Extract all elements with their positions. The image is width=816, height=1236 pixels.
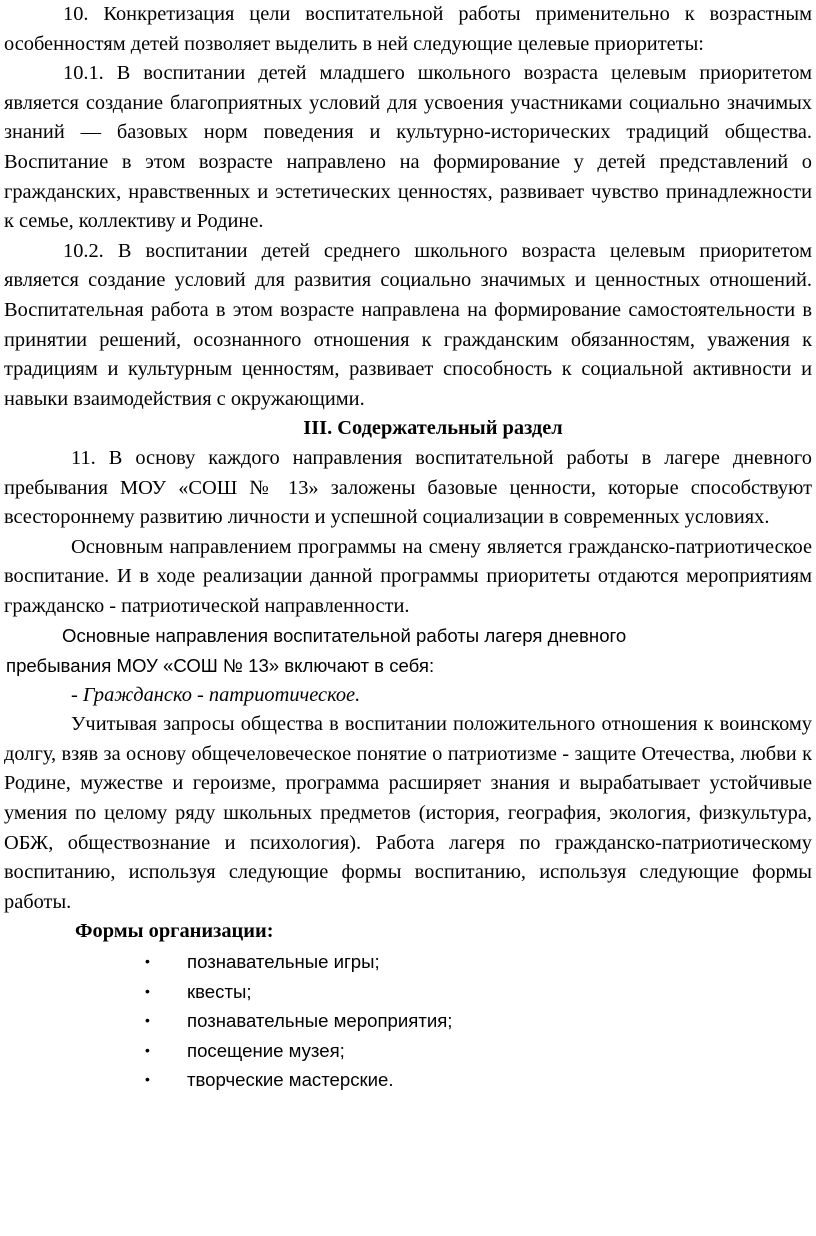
directions-line-2: пребывания МОУ «СОШ № 13» включают в себя: (6, 655, 435, 677)
direction-civic-patriotic: - Гражданско - патриотическое. (71, 683, 361, 706)
list-item: • посещение музея; (4, 1036, 812, 1066)
paragraph-main-direction: Основным направлением программы на смену является гражданско-патриотическое воспитание. И в ходе реализации данной программы приоритеты отдаются мероприятиям гражданско - патриотической направленности. (4, 535, 812, 617)
list-item: • познавательные игры; (4, 947, 812, 977)
bullet-icon: • (145, 953, 150, 969)
list-item: • квесты; (4, 977, 812, 1007)
bullet-icon: • (145, 1071, 150, 1088)
forms-title: Формы организации: (75, 920, 274, 943)
bullet-icon: • (145, 1012, 150, 1029)
list-item: • творческие мастерские. (4, 1065, 812, 1095)
bullet-icon: • (145, 982, 150, 999)
paragraph-10: 10. Конкретизация цели воспитательной работы применительно к возрастным особенностям детей позволяет выделить в ней следующие целевые приоритеты: (4, 3, 812, 55)
forms-list (4, 947, 812, 1095)
paragraph-10-2: 10.2. В воспитании детей среднего школьного возраста целевым приоритетом является создание условий для развития социально значимых и ценностных отношений. Воспитательная работа в этом возрасте направлена на формирование самостоятельности в принятии решений, осознанного отношения к гражданским обязанностям, уважения к традициям и культурным ценностям, развивает способность к социальной активности и навыки взаимодействия с окружающими. (4, 239, 812, 410)
section-title: III. Содержательный раздел (303, 417, 563, 440)
directions-intro (4, 621, 812, 680)
directions-line-1: Основные направления воспитательной работы лагеря дневного (62, 625, 627, 647)
list-item: • познавательные мероприятия; (4, 1006, 812, 1036)
paragraph-10-1: 10.1. В воспитании детей младшего школьного возраста целевым приоритетом является создание благоприятных условий для усвоения участниками социально значимых знаний — базовых норм поведения и культурно-исторических традиций общества. Воспитание в этом возрасте направлено на формирование у детей представлений о гражданских, нравственных и эстетических ценностях, развивает чувство принадлежности к семье, коллективу и Родине. (4, 62, 812, 233)
paragraph-11: 11. В основу каждого направления воспитательной работы в лагере дневного пребывания МОУ «СОШ № 13» заложены базовые ценности, которые способствуют всестороннему развитию личности и успешной социализации в современных условиях. (4, 446, 812, 529)
bullet-icon: • (145, 1041, 150, 1058)
paragraph-requests: Учитывая запросы общества в воспитании положительного отношения к воинскому долгу, взяв за основу общечеловеческое понятие о патриотизме - защите Отечества, любви к Родине, мужестве и героизме, программа расширяет знания и вырабатывает устойчивые умения по целому ряду школьных предметов (история, география, экология, физкультура, ОБЖ, обществознание и психология). Работа лагеря по гражданско-патриотическому воспитанию, используя следующие формы воспитанию, используя следующие формы работы. (4, 713, 812, 913)
